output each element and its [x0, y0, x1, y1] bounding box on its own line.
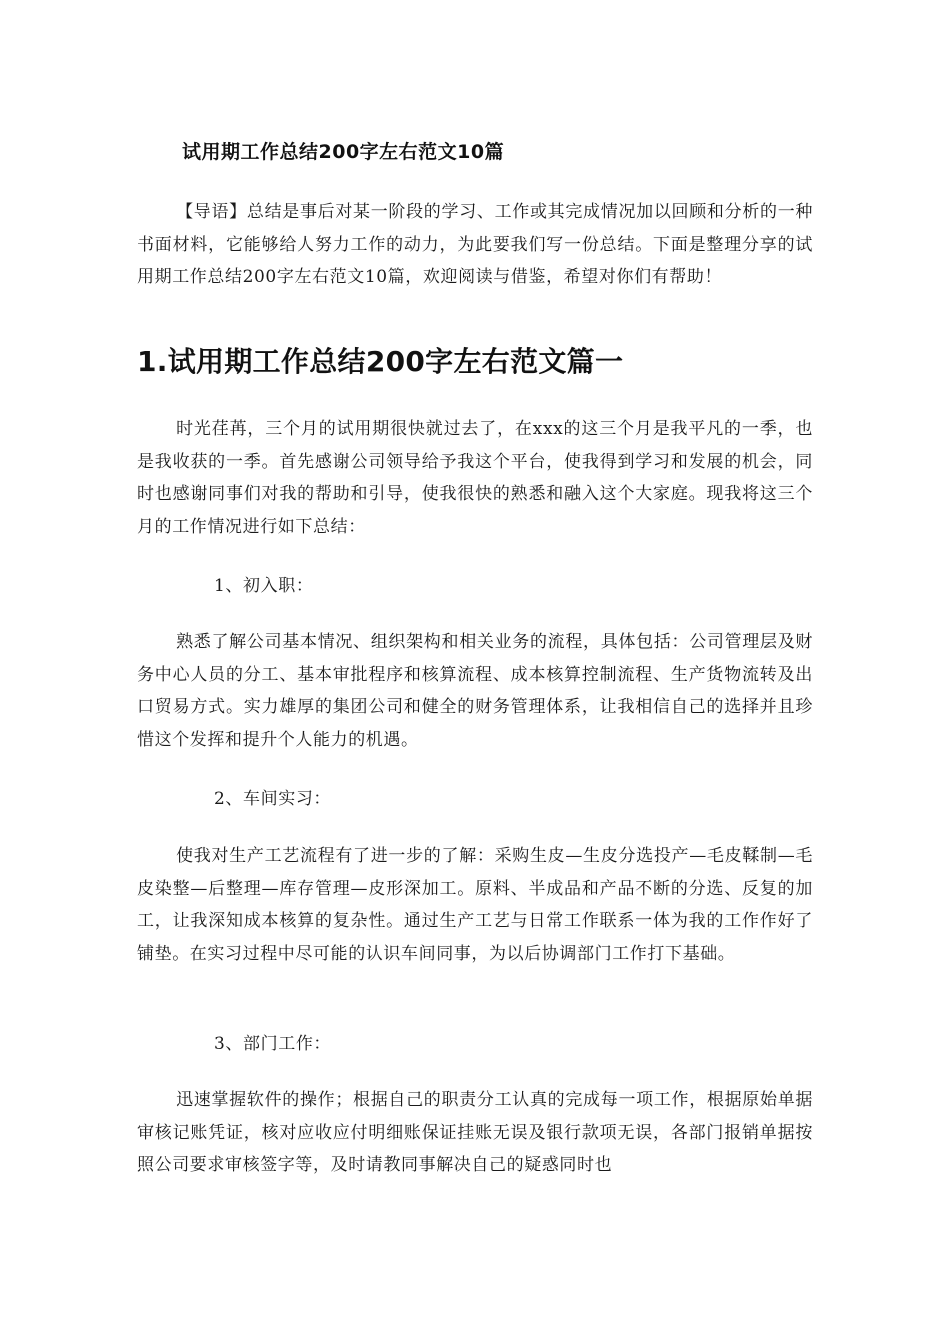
- paragraph-2: 熟悉了解公司基本情况、组织架构和相关业务的流程，具体包括：公司管理层及财务中心人员的分工、基本审批程序和核算流程、成本核算控制流程、生产货物流转及出口贸易方式。实力雄厚的集团公司和健全的财务管理体系，让我相信自己的选择并且珍惜这个发挥和提升个人能力的机遇。: [137, 632, 813, 750]
- paragraph-3: 使我对生产工艺流程有了进一步的了解：采购生皮—生皮分选投产—毛皮鞣制—毛皮染整—后整理—库存管理—皮形深加工。原料、半成品和产品不断的分选、反复的加工，让我深知成本核算的复杂性。通过生产工艺与日常工作联系一体为我的工作作好了铺垫。在实习过程中尽可能的认识车间同事，为以后协调部门工作打下基础。: [137, 846, 813, 964]
- document-title: 试用期工作总结200字左右范文10篇: [182, 141, 505, 163]
- subheading-2: 2、车间实习：: [214, 789, 332, 809]
- section-heading-1: 1.试用期工作总结200字左右范文篇一: [137, 345, 624, 378]
- subheading-1: 1、初入职：: [214, 576, 314, 596]
- paragraph-1: 时光荏苒，三个月的试用期很快就过去了，在xxx的这三个月是我平凡的一季，也是我收获的一季。首先感谢公司领导给予我这个平台，使我得到学习和发展的机会，同时也感谢同事们对我的帮助和引导，使我很快的熟悉和融入这个大家庭。现我将这三个月的工作情况进行如下总结：: [137, 419, 813, 537]
- subheading-3: 3、部门工作：: [214, 1034, 332, 1054]
- paragraph-4: 迅速掌握软件的操作；根据自己的职责分工认真的完成每一项工作，根据原始单据审核记账凭证，核对应收应付明细账保证挂账无误及银行款项无误，各部门报销单据按照公司要求审核签字等，及时请教同事解决自己的疑惑同时也: [137, 1090, 813, 1175]
- intro-paragraph: 【导语】总结是事后对某一阶段的学习、工作或其完成情况加以回顾和分析的一种书面材料，它能够给人努力工作的动力，为此要我们写一份总结。下面是整理分享的试用期工作总结200字左右范文10篇，欢迎阅读与借鉴，希望对你们有帮助！: [137, 202, 813, 287]
